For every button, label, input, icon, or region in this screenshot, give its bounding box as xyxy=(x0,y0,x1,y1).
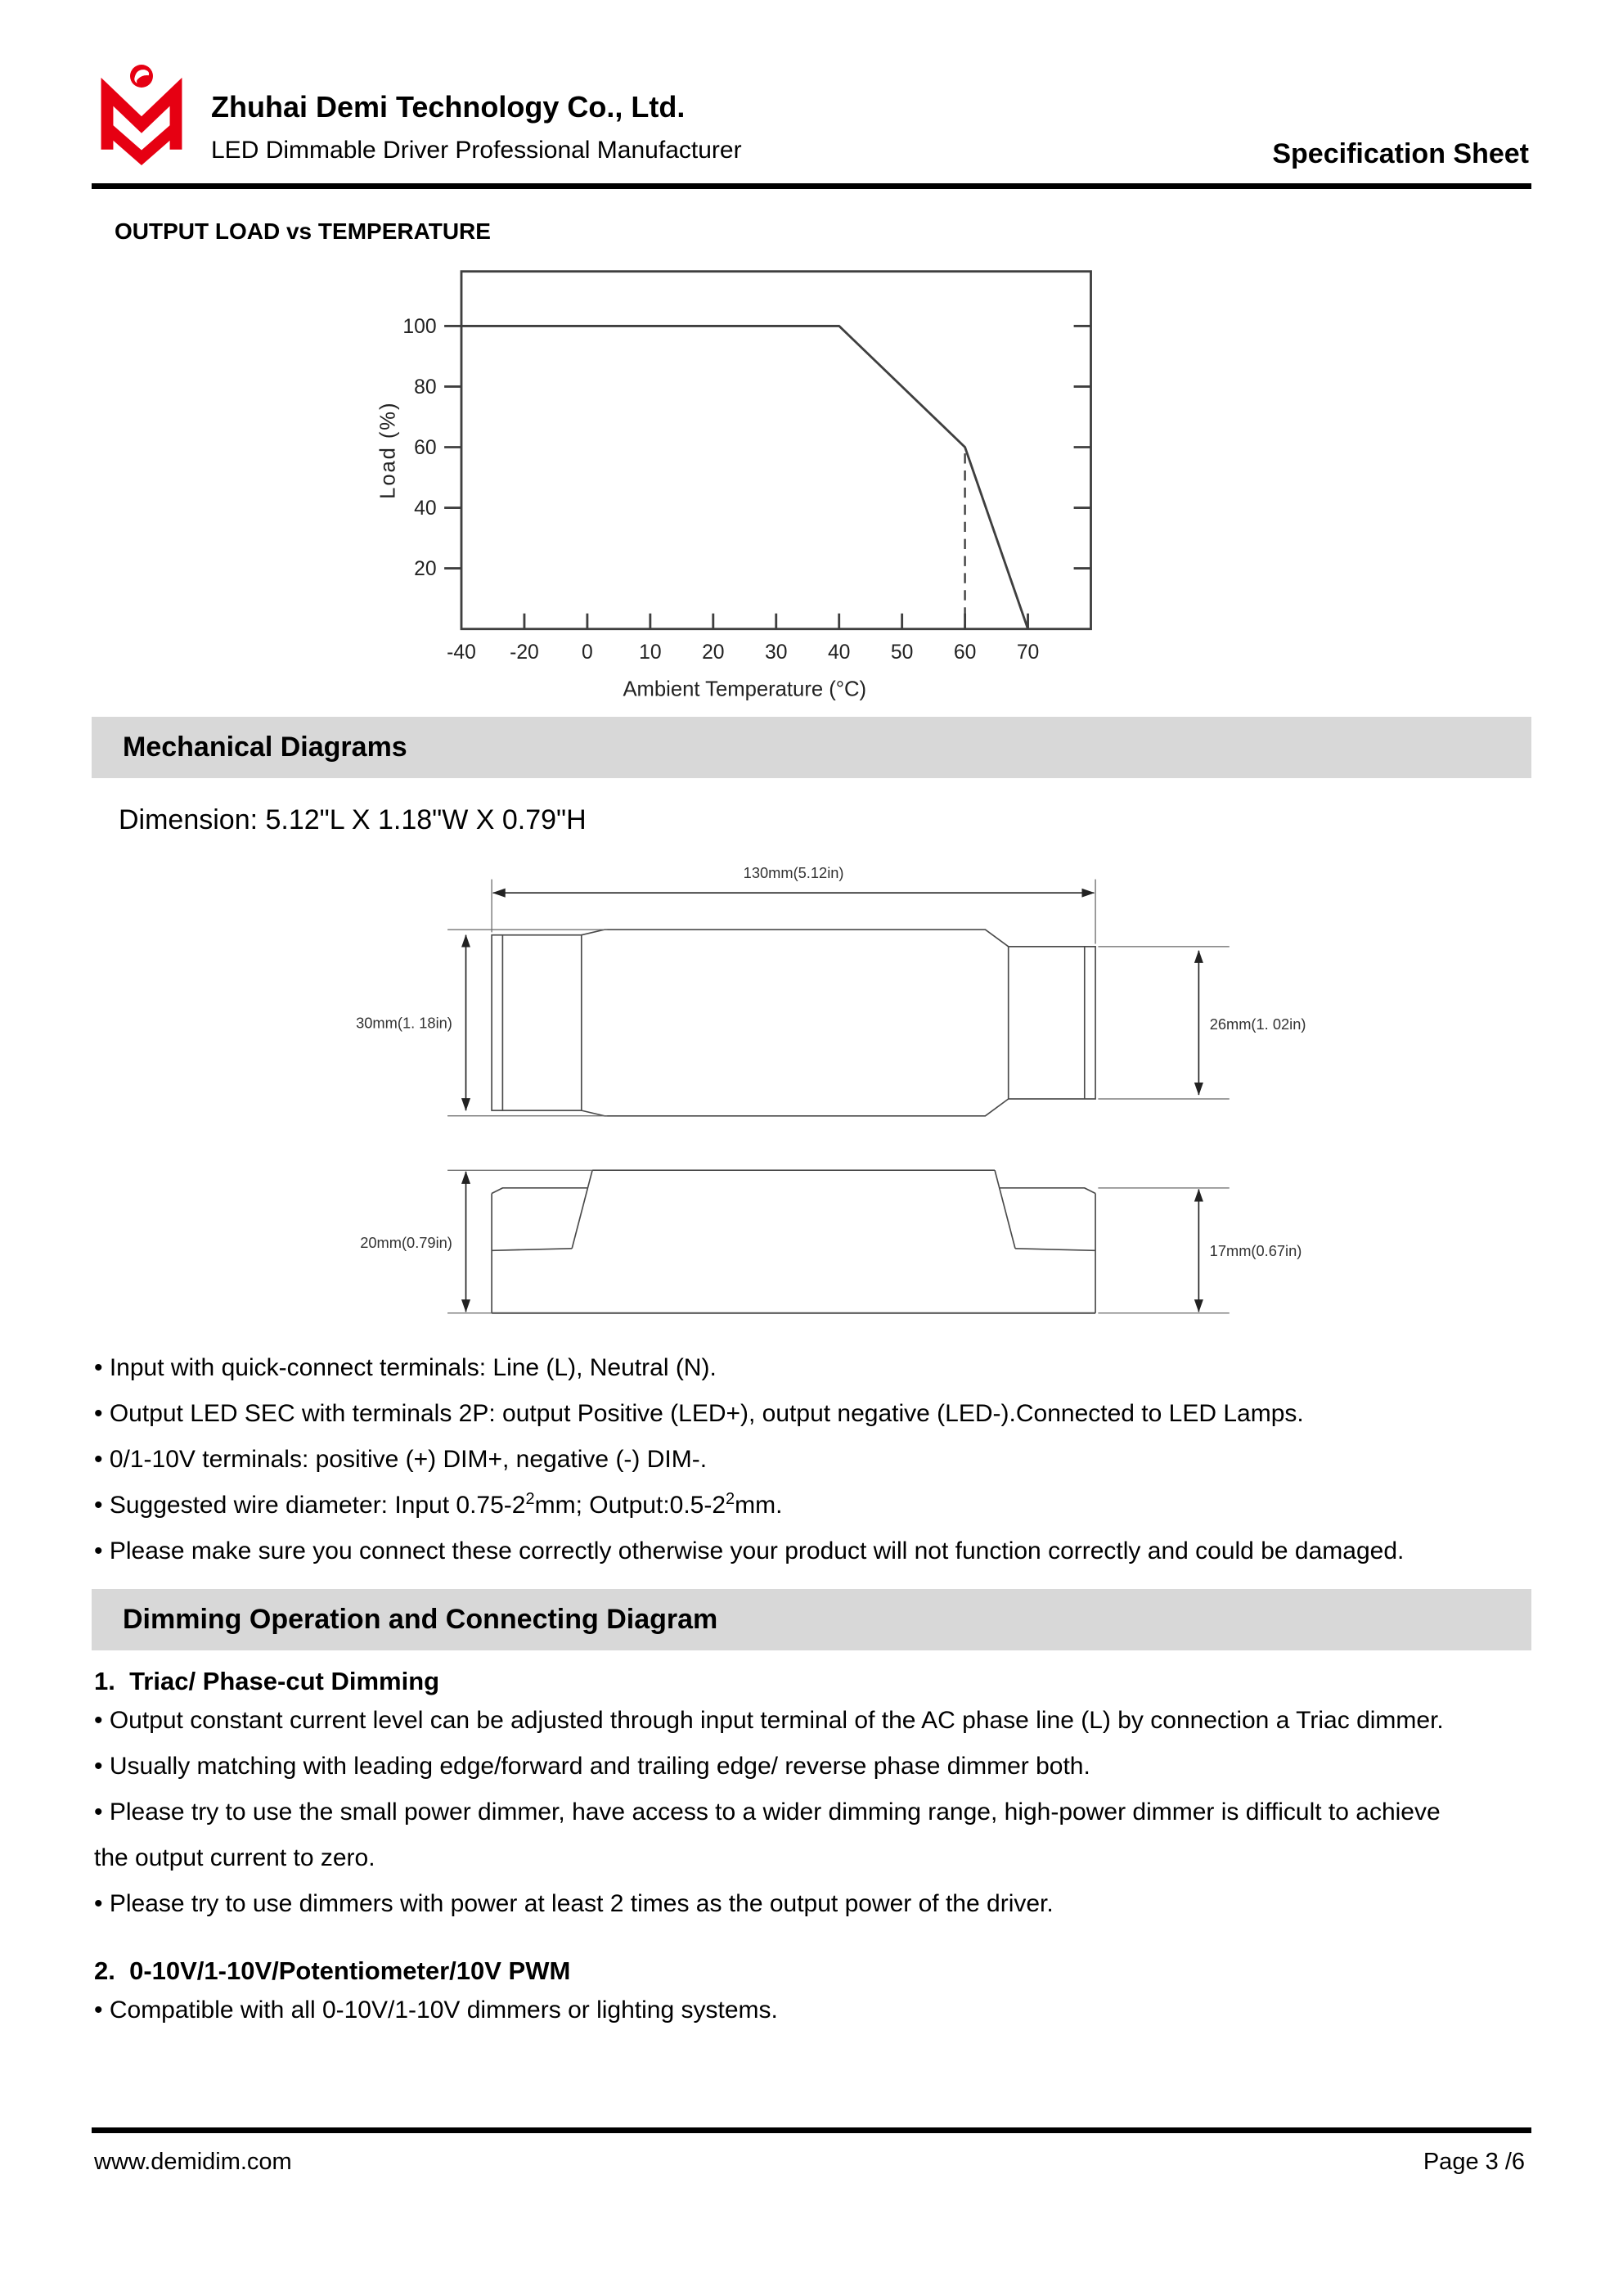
side-view-drawing xyxy=(315,1135,1321,1332)
x-tick-label: 50 xyxy=(890,641,914,664)
section-title: Mechanical Diagrams xyxy=(123,732,407,763)
y-tick-label: 100 xyxy=(402,315,437,338)
note-connect-warning: • Please make sure you connect these correctly otherwise your product will not function correctly and could be damaged. xyxy=(94,1537,1405,1564)
note-wire-seg3: mm. xyxy=(735,1491,783,1519)
y-tick-label: 40 xyxy=(414,497,437,520)
section-title: Dimming Operation and Connecting Diagram xyxy=(123,1603,718,1635)
footer-rule xyxy=(92,2127,1531,2133)
bullet-0-10v-1: • Compatible with all 0-10V/1-10V dimmers or lighting systems. xyxy=(94,1996,778,2024)
side-view-extension-lines xyxy=(447,1170,1230,1313)
mechanical-top-view xyxy=(315,849,1321,1128)
y-tick-label: 60 xyxy=(414,437,437,460)
bullet-triac-4: • Please try to use dimmers with power at least 2 times as the output power of the driver. xyxy=(94,1889,1054,1917)
company-tagline: LED Dimmable Driver Professional Manufacturer xyxy=(211,137,742,164)
right-width-dimension-label: 26mm(1. 02in) xyxy=(1209,1015,1306,1033)
section-header-dimming-operation xyxy=(92,1589,1531,1650)
dimension-text: Dimension: 5.12"L X 1.18"W X 0.79"H xyxy=(119,804,587,835)
side-view-dimension-arrows xyxy=(466,1172,1199,1312)
top-view-outline xyxy=(492,930,1095,1116)
0-10v-dimming-bullets xyxy=(94,1988,1477,2033)
note-wire-seg2: mm; Output:0.5-2 xyxy=(534,1491,726,1519)
x-tick-label: 20 xyxy=(702,641,725,664)
note-wire-sup1: 2 xyxy=(525,1489,535,1508)
x-tick-label: 30 xyxy=(765,641,788,664)
doc-title: Specification Sheet xyxy=(1272,138,1529,169)
left-height-dimension-label: 20mm(0.79in) xyxy=(360,1233,452,1251)
company-block xyxy=(211,59,742,164)
x-tick-label: -20 xyxy=(510,641,539,664)
bullet-triac-1: • Output constant current level can be adjusted through input terminal of the AC phase line (L) by connection a Triac dimmer. xyxy=(94,1706,1444,1734)
subsection-triac-dimming: 1. Triac/ Phase-cut Dimming xyxy=(94,1666,440,1695)
company-logo xyxy=(90,59,193,173)
length-dimension-label: 130mm(5.12in) xyxy=(743,863,844,881)
side-view-outline xyxy=(492,1170,1095,1313)
y-axis-label: Load (%) xyxy=(376,401,400,499)
footer-page-number: Page 3 /6 xyxy=(1423,2149,1525,2175)
top-view-dimension-arrows xyxy=(466,893,1199,1110)
wiring-notes xyxy=(94,1345,1477,1574)
note-wire-seg1: • Suggested wire diameter: Input 0.75-2 xyxy=(94,1491,526,1519)
note-wire-diameter xyxy=(94,1483,1477,1528)
x-tick-label: 0 xyxy=(582,641,593,664)
header-rule xyxy=(92,183,1531,189)
section-header-mechanical-diagrams xyxy=(92,717,1531,778)
output-load-vs-temperature-svg xyxy=(368,251,1145,702)
note-dim-terminals: • 0/1-10V terminals: positive (+) DIM+, negative (-) DIM-. xyxy=(94,1445,708,1473)
note-input-terminals: • Input with quick-connect terminals: Line (L), Neutral (N). xyxy=(94,1353,717,1381)
bullet-triac-3: • Please try to use the small power dimmer, have access to a wider dimming range, high-power dimmer is difficult to achieve the output current to zero. xyxy=(94,1798,1441,1871)
x-tick-label: 70 xyxy=(1016,641,1040,664)
mechanical-side-view xyxy=(315,1135,1321,1332)
x-tick-label: -40 xyxy=(447,641,476,664)
y-tick-label: 20 xyxy=(414,558,437,581)
x-axis-label: Ambient Temperature (°C) xyxy=(623,678,867,701)
chart-title: OUTPUT LOAD vs TEMPERATURE xyxy=(115,218,491,244)
triac-dimming-bullets xyxy=(94,1698,1477,1927)
bullet-triac-2: • Usually matching with leading edge/forward and trailing edge/ reverse phase dimmer both. xyxy=(94,1752,1090,1780)
subsection-0-10v-dimming: 2. 0-10V/1-10V/Potentiometer/10V PWM xyxy=(94,1956,571,1985)
note-wire-sup2: 2 xyxy=(726,1489,735,1508)
top-view-drawing xyxy=(315,849,1321,1128)
load-derating-curve xyxy=(461,326,1028,628)
page-footer xyxy=(94,2149,1525,2176)
load-vs-temperature-chart xyxy=(368,251,1145,702)
company-name: Zhuhai Demi Technology Co., Ltd. xyxy=(211,90,686,124)
left-width-dimension-label: 30mm(1. 18in) xyxy=(356,1014,452,1032)
note-output-terminals: • Output LED SEC with terminals 2P: output Positive (LED+), output negative (LED-).Connected to LED Lamps. xyxy=(94,1399,1304,1427)
x-tick-label: 40 xyxy=(827,641,851,664)
footer-website: www.demidim.com xyxy=(94,2149,292,2175)
page-header xyxy=(0,0,1623,173)
x-tick-label: 10 xyxy=(639,641,662,664)
right-height-dimension-label: 17mm(0.67in) xyxy=(1209,1241,1302,1259)
top-view-extension-lines xyxy=(447,880,1230,1116)
x-tick-label: 60 xyxy=(953,641,977,664)
y-tick-label: 80 xyxy=(414,376,437,398)
